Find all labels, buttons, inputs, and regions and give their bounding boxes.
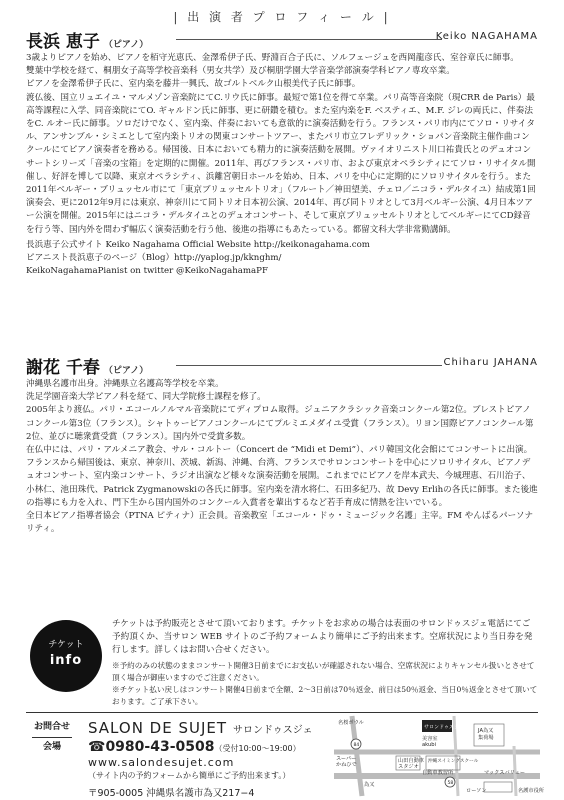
artist1-name: 長浜 恵子 (26, 32, 100, 52)
map-label: かねひで (336, 762, 357, 768)
artist2-name-en: Chiharu JAHANA (443, 357, 538, 368)
contact-labels (26, 720, 78, 755)
section-divider (26, 712, 538, 713)
map-label: サロンドゥスジェ (424, 724, 464, 731)
bio-paragraph: 渡仏後、国立リュエイユ・マルメゾン音楽院にてC.リウ氏に師事。最短で第1位を得て卒業。パリ高等音楽院（現CRR de Paris）最高等課程に入学、同音楽院にてO. ギャルドン氏に師事、更に研鑽を積む。また室内楽をF. ベスティエ、M.F. ジレの両氏に、伴奏法をC. ルオー氏に師事。ソロだけでなく、室内楽、伴奏においても意欲的に演奏活動を行う。フランス・パリ市内にてソロ・リサイタル、アンサンブル・シミエとして室内楽トリオの関東コンサートツアー、またパリ市立フレデリック・ショパン音楽院主催作曲コンクールにてピアノ演奏者を務める。帰国後、日本においても精力的に演奏活動を展開。ヴァイオリニスト川口祐貴氏とのデュオコンサートシリーズ「音楽の宝箱」を定期的に開催。2011年、再びフランス・パリ市、および東京オペラシティにてソロ・リサイタル開催し、好評を博して以降、東京オペラシティ、浜離宮朝日ホールを始め、日本、パリを中心に定期的にソロリサイタルを行う。また2011年ベルギー・ブリュッセル市にて「東京ブリュッセルトリオ」（フルート／神田望美、チェロ／ニコラ・デルタイユ）結成第1回演奏会、更に2012年9月には東京、神奈川にて同トリオ日本初公演、2014年、再び同トリオとして3月ベルギー公演、4月日本ツアー公演を開催。2015年にはニコラ・デルタイユとのデュオコンサート、そして東京ブリュッセルトリオとしてベルギーにてCD録音を行う等、国内外を問わず幅広く演奏活動を行う他、後進の指導にもあたっている。都留文科大学非常勤講師。 (26, 92, 536, 235)
artist2-bio (26, 378, 538, 536)
ticket-info-badge (30, 620, 102, 692)
venue-address: 〒905-0005 沖縄県名護市為又217−4 (88, 788, 255, 799)
divider-line (176, 39, 442, 40)
phone-number[interactable]: ☎0980-43-0508 (88, 739, 215, 755)
venue-info (88, 718, 328, 799)
bio-paragraph: 洗足学園音楽大学ピアノ科を経て、同大学院修士課程を修了。 (26, 392, 266, 403)
venue-name-jp: サロンドゥスジェ (233, 725, 313, 736)
bio-paragraph: 在仏中には、パリ・アルメニア教会、サル・コルトー（Concert de “Midi et Demi”）、パリ韓国文化会館にてコンサートに出演。フランスから帰国後は、東京、神奈川、茨城、新潟、沖縄、台湾、フランスでサロンコンサートを中心にソロリサイタル、ピアノデュオコンサート、室内楽コンサート、ラジオ出演など様々な演奏活動を展開。これまでにピアノを岸本武夫、今城理恵、石川治子、小林仁、池田珠代、Patrick Zygmanowskiの各氏に師事。室内楽を清水将仁、石田多紀乃、故 Devy Erlihの各氏に師事。また後進の指導にも力を入れ、門下生から国内国外のコンクール入賞者を輩出するなど若手育成に情熱を注いでいる。 (26, 445, 538, 508)
map-label: 為又 (364, 782, 375, 788)
info-label: info (49, 653, 83, 668)
bio-paragraph: 雙葉中学校を経て、桐朋女子高等学校音楽科（男女共学）及び桐朋学園大学音楽学部演奏学科ピアノ専攻卒業。 (26, 66, 455, 77)
artist1-name-en: Keiko NAGAHAMA (435, 31, 538, 42)
venue-label: 会場 (42, 742, 61, 752)
artist2-role: （ピアノ） (103, 366, 149, 376)
bio-paragraph: 3歳よりピアノを始め、ピアノを栢守光恵氏、金澤希伊子氏、野淵百合子氏に、ソルフェージュを西岡龍彦氏、室谷章氏に師事。 (26, 53, 519, 63)
ticket-label: チケット (48, 640, 84, 650)
ticket-note-payment: ※予約のみの状態のままコンサート開催3日前までにお支払いが確認されない場合、空席状況によりキャンセル扱いとさせて頂く場合が御座いますのでご注意ください。 (112, 661, 535, 682)
map-label: 集荷場 (478, 735, 494, 741)
phone-hours: （受付10:00〜19:00） (214, 744, 301, 753)
artist2-header (26, 353, 538, 378)
map-label: 沖縄スイミングスクール (428, 759, 479, 764)
artist1-header (26, 27, 538, 52)
map-label: マックスバリュー (484, 770, 526, 776)
artist2-name: 謝花 千春 (26, 358, 100, 378)
map-label: 84 (353, 743, 360, 748)
bio-paragraph: 2005年より渡仏。パリ・エコールノルマル音楽院にてディプロム取得。ジュニアクラシック音楽コンクール第2位。ブレストピアノコンクール第3位（フランス）。シャトゥーピアノコンクールにてプルミエメダイユ受賞（フランス）。リヨン国際ピアノコンクール第2位、並びに聴衆賞受賞（フランス）。国内外で受賞多数。 (26, 405, 534, 442)
section-title: | 出 演 者 プ ロ フ ィ ー ル | (173, 10, 391, 24)
divider-line (176, 365, 442, 366)
map-label: 美容室 (422, 736, 438, 742)
label-divider (32, 737, 72, 738)
ticket-description: チケットは予約販売とさせて頂いております。チケットをお求めの場合は表面のサロンドゥスジェ電話にてご予約頂くか、当サロン WEB サイトのご予約フォームより簡単にご予約出来ます。空席状況により当日券を発行します。詳しくはお問い合せください。 (112, 619, 533, 655)
bio-paragraph: 全日本ピアノ指導者協会（PTNA ピティナ）正会員。音楽教室「エコール・ドゥ・ミュージック名護」主宰。FM やんばるパーソナリティ。 (26, 511, 534, 535)
website-note: （サイト内の予約フォームから簡単にご予約出来ます。） (88, 771, 291, 780)
map-label: 名護市役所 (518, 788, 544, 794)
access-map (334, 716, 544, 796)
map-label: スタジオ (398, 764, 419, 770)
map-label: 自動車教習所 (422, 770, 454, 776)
artist1-bio (26, 52, 538, 278)
map-label: akubi (422, 742, 437, 748)
twitter-link[interactable]: KeikoNagahamaPianist on twitter @KeikoNagahamaPF (26, 266, 268, 277)
website-url[interactable]: www.salondesujet.com (88, 756, 235, 769)
artist1-role: （ピアノ） (103, 40, 149, 50)
bio-paragraph: 沖縄県名護市出身。沖縄県立名護高等学校を卒業。 (26, 379, 224, 389)
website-link[interactable]: 長浜恵子公式サイト Keiko Nagahama Official Website http://keikonagahama.com (26, 239, 370, 250)
map-label: 山田自動車 (398, 758, 424, 764)
blog-link[interactable]: ピアニスト長浜恵子のページ（Blog）http://yaplog.jp/kknghm/ (26, 253, 282, 264)
inquiry-label: お問合せ (33, 722, 70, 732)
ticket-info-text (112, 618, 538, 708)
venue-name-en: SALON DE SUJET (88, 719, 228, 737)
map-label: ローソン (466, 788, 487, 794)
map-label: 名桜ボウル (338, 720, 364, 726)
ticket-note-refund: ※チケット払い戻しはコンサート開催4日前まで全額、2〜3日前は70％返金、前日は50％返金、当日0％返金とさせて頂いております。ご了承下さい。 (112, 685, 538, 706)
map-label: JA為又 (478, 728, 494, 734)
map-label: 58 (447, 781, 454, 786)
bio-paragraph: ピアノを金澤希伊子氏に、室内楽を藤井一興氏、故ゴルトベルク山根美代子氏に師事。 (26, 79, 361, 90)
map-label: スーパー (336, 756, 357, 762)
